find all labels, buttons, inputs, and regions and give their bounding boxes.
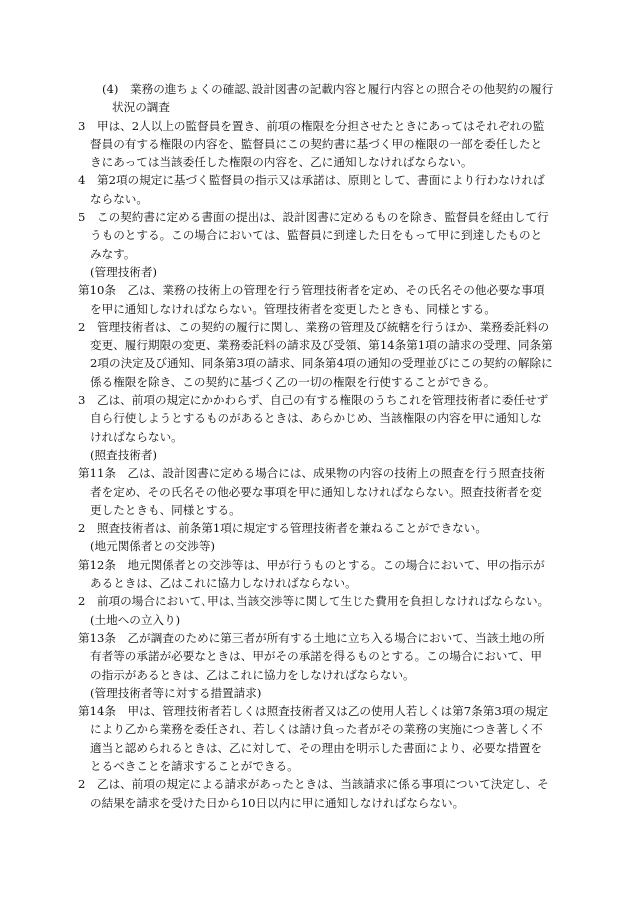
text-line: の指示があるときは、乙はこれに協力をしなければならない。 [90, 667, 415, 682]
text-line: 更したときも、同様とする。 [90, 502, 241, 517]
text-line: あるときは、乙はこれに協力しなければならない。 [90, 576, 357, 591]
text-line: 2 管理技術者は、この契約の履行に関し、業務の管理及び統轄を行うほか、業務委託料の [78, 319, 550, 334]
text-line: 2 照査技術者は、前条第1項に規定する管理技術者を兼ねることができない。 [78, 521, 487, 536]
text-line: (4) 業務の進ちょくの確認､設計図書の記載内容と履行内容との照合その他契約の履行 [102, 82, 554, 96]
text-line: 5 この契約書に定める書面の提出は、設計図書に定めるものを除き、監督員を経由して行 [78, 210, 549, 225]
text-line: 督員の有する権限の内容を、監督員にこの契約書に基づく甲の権限の一部を委任したと [90, 136, 543, 151]
text-line: とるべきことを請求することができる。 [90, 758, 299, 773]
text-line: 有者等の承諾が必要なときは、甲がその承諾を得るものとする。この場合において、甲 [90, 649, 542, 664]
text-line: 変更、履行期限の変更、業務委託料の請求及び受領、第14条第1項の請求の受理、同条第 [90, 338, 553, 353]
text-line: の結果を請求を受けた日から10日以内に甲に通知しなければならない。 [90, 795, 465, 810]
text-line: 自ら行使しようとするものがあるときは、あらかじめ、当該権限の内容を甲に通知しな [90, 411, 542, 426]
text-line: みなす。 [90, 246, 136, 261]
text-line: 第14条 甲は、管理技術者若しくは照査技術者又は乙の使用人若しくは第7条第3項の規定 [78, 704, 549, 719]
text-line: 2 前項の場合において､甲は､当該交渉等に関して生じた費用を負担しなければならない｡ [78, 594, 544, 609]
text-line: 第12条 地元関係者との交渉等は、甲が行うものとする。この場合において、甲の指示が [78, 557, 545, 572]
text-line: 3 甲は、2人以上の監督員を置き、前項の権限を分担させたときにあってはそれぞれの監 [78, 118, 545, 133]
text-line: 4 第2項の規定に基づく監督員の指示又は承諾は、原則として、書面により行わなければ [78, 173, 545, 188]
text-line: うものとする。この場合においては、監督員に到達した日をもって甲に到達したものと [90, 228, 543, 243]
text-line: を甲に通知しなければならない。管理技術者を変更したときも、同様とする。 [90, 301, 496, 316]
text-line: 状況の調査 [112, 100, 170, 115]
text-line: 適当と認められるときは、乙に対して、その理由を明示した書面により、必要な措置を [90, 740, 542, 755]
text-line: 第10条 乙は、業務の技術上の管理を行う管理技術者を定め、その氏名その他必要な事項 [78, 283, 545, 298]
article-heading: (管理技術者等に対する措置請求) [90, 685, 262, 700]
text-line: 第13条 乙が調査のために第三者が所有する土地に立ち入る場合において、当該土地の所 [78, 630, 545, 645]
text-line: 3 乙は、前項の規定にかかわらず、自己の有する権限のうちこれを管理技術者に委任せず [78, 393, 549, 408]
text-line: 2 乙は、前項の規定による請求があったときは、当該請求に係る事項について決定し、そ [78, 777, 549, 792]
article-heading: (土地への立入り) [90, 612, 181, 627]
text-line: ならない。 [90, 191, 148, 206]
text-line: 第11条 乙は、設計図書に定める場合には、成果物の内容の技術上の照査を行う照査技術 [78, 466, 545, 481]
text-line: 者を定め、その氏名その他必要な事項を甲に通知しなければならない。照査技術者を変 [90, 484, 542, 499]
text-line: により乙から業務を委任され、若しくは請け負った者がその業務の実施につき著しく不 [90, 722, 543, 737]
article-heading: (管理技術者) [90, 264, 158, 279]
article-heading: (地元関係者との交渉等) [90, 539, 215, 554]
article-heading: (照査技術者) [90, 447, 158, 462]
document-body [78, 80, 558, 812]
text-line: きにあっては当該委任した権限の内容を、乙に通知しなければならない。 [90, 155, 473, 170]
text-line: ければならない。 [90, 429, 183, 444]
text-line: 係る権限を除き、この契約に基づく乙の一切の権限を行使することができる。 [90, 374, 496, 389]
text-line: 2項の決定及び通知、同条第3項の請求、同条第4項の通知の受理並びにこの契約の解除に [90, 356, 553, 371]
